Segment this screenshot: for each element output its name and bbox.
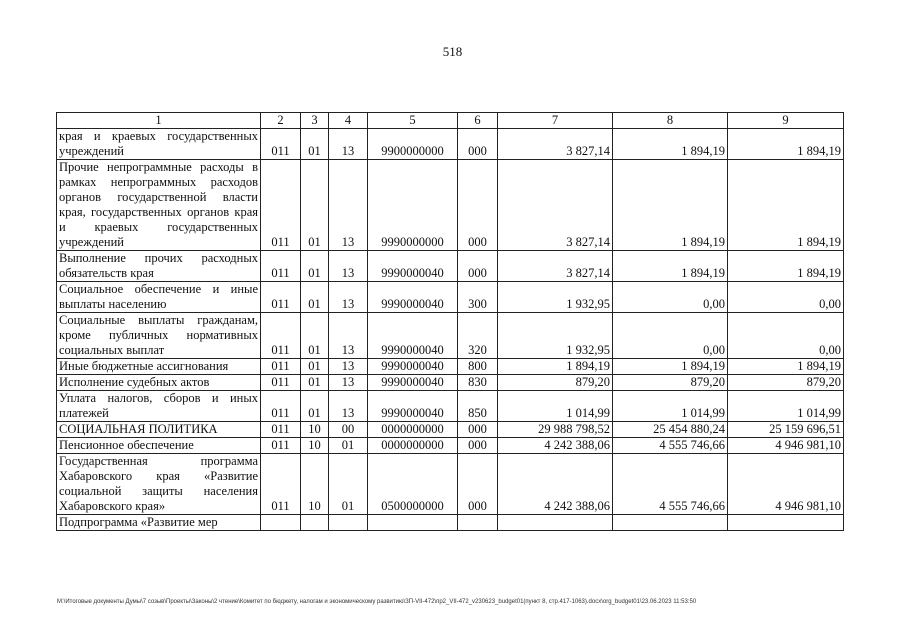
code-cell: 011 [261,391,301,422]
subsection-cell [329,515,368,531]
amount-cell: 1 894,19 [613,129,728,160]
target-article-cell: 9990000040 [368,313,458,359]
target-article-cell: 0000000000 [368,422,458,438]
amount-cell [498,515,613,531]
table-row [57,422,844,438]
amount-cell: 1 894,19 [728,160,844,251]
subsection-cell: 13 [329,391,368,422]
header-cell: 2 [261,113,301,129]
header-cell: 7 [498,113,613,129]
section-cell: 01 [301,251,329,282]
amount-cell: 3 827,14 [498,129,613,160]
expense-type-cell: 000 [458,438,498,454]
section-cell: 01 [301,359,329,375]
amount-cell: 879,20 [498,375,613,391]
amount-cell: 4 242 388,06 [498,438,613,454]
amount-cell: 1 014,99 [498,391,613,422]
amount-cell: 4 946 981,10 [728,438,844,454]
amount-cell: 1 894,19 [613,359,728,375]
table-row [57,375,844,391]
header-cell: 3 [301,113,329,129]
code-cell: 011 [261,359,301,375]
amount-cell: 1 894,19 [728,359,844,375]
subsection-cell: 13 [329,282,368,313]
row-name-cell: Прочие непрограммные расходы в рамках непрограммных расходов органов государственной власти края, государственных органов края и краевых государственных учреждений [57,160,261,251]
section-cell: 01 [301,313,329,359]
expense-type-cell: 000 [458,251,498,282]
amount-cell: 0,00 [613,282,728,313]
file-path-footer: М:\Итоговые документы Думы\7 созыв\Проекты\Законы\2 чтение\Комитет по бюджету, налогам и экономическому развитию\ЗП-VII-472\пр2_VII-472_v230623_budget01(пункт 8, стр.417-1063).docx\org_budget01\23.06.2023 11:53:50 [57,599,697,605]
amount-cell: 1 014,99 [728,391,844,422]
amount-cell [613,515,728,531]
expense-type-cell: 800 [458,359,498,375]
code-cell: 011 [261,454,301,515]
row-name-cell: Государственная программа Хабаровского края «Развитие социальной защиты населения Хабаровского края» [57,454,261,515]
row-name-cell: Исполнение судебных актов [57,375,261,391]
code-cell: 011 [261,160,301,251]
section-cell: 01 [301,160,329,251]
code-cell: 011 [261,251,301,282]
amount-cell: 879,20 [728,375,844,391]
header-cell: 4 [329,113,368,129]
amount-cell: 3 827,14 [498,160,613,251]
amount-cell: 0,00 [728,282,844,313]
subsection-cell: 13 [329,129,368,160]
subsection-cell: 13 [329,313,368,359]
amount-cell: 4 242 388,06 [498,454,613,515]
section-cell: 01 [301,391,329,422]
header-cell: 1 [57,113,261,129]
section-cell: 01 [301,375,329,391]
code-cell: 011 [261,313,301,359]
row-name-cell: Социальные выплаты гражданам, кроме публичных нормативных социальных выплат [57,313,261,359]
row-name-cell: СОЦИАЛЬНАЯ ПОЛИТИКА [57,422,261,438]
expense-type-cell: 830 [458,375,498,391]
table-row [57,454,844,515]
amount-cell: 1 894,19 [613,160,728,251]
section-cell: 10 [301,454,329,515]
amount-cell: 0,00 [613,313,728,359]
amount-cell: 4 946 981,10 [728,454,844,515]
amount-cell: 3 827,14 [498,251,613,282]
table-row [57,160,844,251]
page-number: 518 [442,44,463,59]
code-cell: 011 [261,282,301,313]
target-article-cell: 0500000000 [368,454,458,515]
target-article-cell: 9990000000 [368,160,458,251]
target-article-cell: 9900000000 [368,129,458,160]
subsection-cell: 01 [329,454,368,515]
target-article-cell: 9990000040 [368,282,458,313]
expense-type-cell: 000 [458,129,498,160]
table-row [57,438,844,454]
section-cell: 01 [301,129,329,160]
target-article-cell: 9990000040 [368,359,458,375]
code-cell: 011 [261,422,301,438]
row-name-cell: Выполнение прочих расходных обязательств края [57,251,261,282]
target-article-cell: 0000000000 [368,438,458,454]
code-cell [261,515,301,531]
expense-type-cell: 320 [458,313,498,359]
amount-cell: 29 988 798,52 [498,422,613,438]
section-cell: 01 [301,282,329,313]
section-cell: 10 [301,438,329,454]
amount-cell: 1 014,99 [613,391,728,422]
subsection-cell: 01 [329,438,368,454]
amount-cell: 25 159 696,51 [728,422,844,438]
expense-type-cell: 000 [458,422,498,438]
target-article-cell: 9990000040 [368,251,458,282]
section-cell [301,515,329,531]
row-name-cell: Пенсионное обеспечение [57,438,261,454]
code-cell: 011 [261,375,301,391]
table-row [57,515,844,531]
amount-cell: 4 555 746,66 [613,438,728,454]
target-article-cell: 9990000040 [368,391,458,422]
amount-cell: 4 555 746,66 [613,454,728,515]
expense-type-cell [458,515,498,531]
row-name-cell: Иные бюджетные ассигнования [57,359,261,375]
section-cell: 10 [301,422,329,438]
header-cell: 8 [613,113,728,129]
table-header-row [57,113,844,129]
header-cell: 5 [368,113,458,129]
amount-cell: 1 932,95 [498,282,613,313]
code-cell: 011 [261,438,301,454]
table-row [57,313,844,359]
expense-type-cell: 300 [458,282,498,313]
row-name-cell: Социальное обеспечение и иные выплаты населению [57,282,261,313]
target-article-cell: 9990000040 [368,375,458,391]
amount-cell: 1 894,19 [498,359,613,375]
row-name-cell: Уплата налогов, сборов и иных платежей [57,391,261,422]
table-row [57,282,844,313]
amount-cell: 1 932,95 [498,313,613,359]
code-cell: 011 [261,129,301,160]
amount-cell: 25 454 880,24 [613,422,728,438]
amount-cell: 1 894,19 [728,129,844,160]
table-row [57,359,844,375]
amount-cell: 1 894,19 [613,251,728,282]
budget-table [56,112,844,531]
subsection-cell: 13 [329,251,368,282]
expense-type-cell: 000 [458,454,498,515]
amount-cell [728,515,844,531]
subsection-cell: 13 [329,375,368,391]
expense-type-cell: 000 [458,160,498,251]
row-name-cell: Подпрограмма «Развитие мер [57,515,261,531]
header-cell: 6 [458,113,498,129]
header-cell: 9 [728,113,844,129]
row-name-cell: края и краевых государственных учреждений [57,129,261,160]
target-article-cell [368,515,458,531]
subsection-cell: 00 [329,422,368,438]
amount-cell: 0,00 [728,313,844,359]
subsection-cell: 13 [329,160,368,251]
amount-cell: 1 894,19 [728,251,844,282]
amount-cell: 879,20 [613,375,728,391]
table-row [57,129,844,160]
expense-type-cell: 850 [458,391,498,422]
subsection-cell: 13 [329,359,368,375]
table-row [57,251,844,282]
table-row [57,391,844,422]
